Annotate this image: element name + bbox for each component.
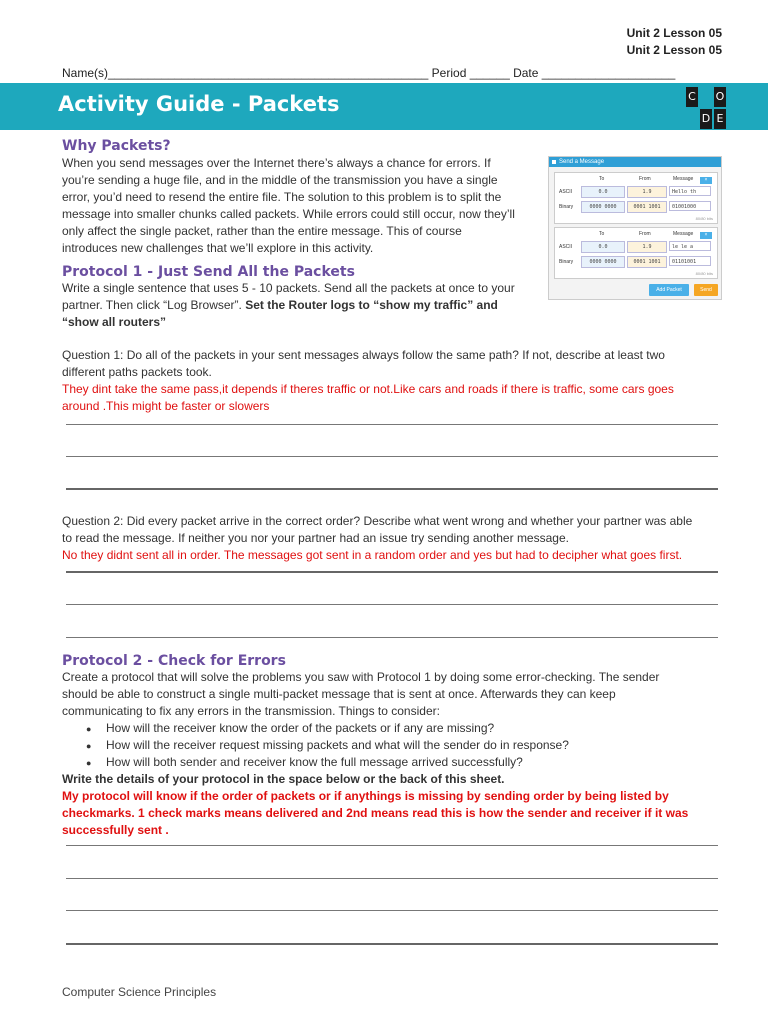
col-message: Message (673, 231, 694, 237)
message-binary-cell: 01001000 (669, 201, 711, 211)
answer-rule (66, 456, 718, 457)
row-binary: Binary (559, 259, 574, 265)
name-period-date-line: Name(s)________________________________________________ Period ______ Date ____________________ (62, 66, 676, 80)
to-binary-cell: 0000 0000 (581, 256, 625, 268)
bit-count: 80/80 bits (695, 216, 713, 221)
col-from: From (639, 176, 651, 182)
considerations-list (62, 720, 742, 771)
row-ascii: ASCII (559, 244, 573, 250)
close-icon: × (700, 177, 712, 184)
answer-rule (66, 637, 718, 638)
logo-gap (685, 108, 699, 130)
text-line: introduces new challenges that we’ll explore in this activity. (62, 241, 374, 255)
text-line: Create a protocol that will solve the problems you saw with Protocol 1 by doing some error-checking. The sender (62, 670, 660, 684)
text-plain: partner. Then click “Log Browser”. (62, 298, 246, 312)
question-2 (62, 513, 742, 564)
answer-line: My protocol will know if the order of packets or if anythings is missing by sending order by being listed by (62, 789, 669, 803)
lesson-label: Unit 2 Lesson 05 (626, 26, 722, 40)
from-binary-cell: 0001 1001 (627, 201, 667, 213)
answer-rule (66, 424, 718, 425)
text-line: you’re sending a huge file, and in the middle of the transmission you have a single (62, 173, 498, 187)
message-ascii-cell: le le a (669, 241, 711, 251)
answer-rule (66, 488, 718, 490)
text-line: communicating to fix any errors in the transmission. Things to consider: (62, 704, 440, 718)
text-line: error, you’d need to resend the entire file. The solution to this problem is to split the (62, 190, 502, 204)
bit-count: 80/80 bits (695, 271, 713, 276)
from-ascii-cell: 1.9 (627, 186, 667, 198)
col-to: To (599, 231, 605, 237)
logo-letter-e: E (713, 108, 727, 130)
to-ascii-cell: 0.0 (581, 186, 625, 198)
row-ascii: ASCII (559, 189, 573, 195)
close-icon: × (700, 232, 712, 239)
to-ascii-cell: 0.0 (581, 241, 625, 253)
logo-letter-d: D (699, 108, 713, 130)
answer-line: checkmarks. 1 check marks means delivered and 2nd means read this is how the sender and receiver if it was (62, 806, 689, 820)
answer-line: No they didnt sent all in order. The messages got sent in a random order and yes but had to decipher what goes first. (62, 548, 683, 562)
question-line: Question 1: Do all of the packets in your sent messages always follow the same path? If not, describe at least two (62, 348, 665, 362)
text-bold: Set the Router logs to “show my traffic” and (245, 298, 498, 312)
why-packets-text (62, 155, 542, 257)
widget-title: Send a Message (549, 157, 721, 167)
why-packets-heading: Why Packets? (62, 138, 171, 154)
protocol-2-heading: Protocol 2 - Check for Errors (62, 653, 286, 669)
col-to: To (599, 176, 605, 182)
answer-rule (66, 571, 718, 573)
question-line: different paths packets took. (62, 365, 212, 379)
answer-rule (66, 878, 718, 879)
page-title: Activity Guide - Packets (58, 92, 340, 116)
answer-rule (66, 845, 718, 846)
text-line: “show all routers” (62, 315, 167, 329)
list-item: ● How will both sender and receiver know the full message arrived successfully? (62, 754, 742, 771)
question-line: to read the message. If neither you nor your partner had an issue try sending another message. (62, 531, 569, 545)
text-line: message into smaller chunks called packets. While errors could still occur, now they’ll (62, 207, 515, 221)
text-line (62, 297, 542, 314)
col-message: Message (673, 176, 694, 182)
answer-line: successfully sent . (62, 823, 169, 837)
protocol-1-heading: Protocol 1 - Just Send All the Packets (62, 264, 355, 280)
packet-editor-2 (554, 227, 718, 279)
answer-rule (66, 943, 718, 945)
add-packet-button: Add Packet (649, 284, 689, 296)
protocol-1-text (62, 280, 542, 331)
logo-letter-o: O (713, 86, 727, 108)
answer-line: around .This might be faster or slowers (62, 399, 270, 413)
col-from: From (639, 231, 651, 237)
answer-rule (66, 910, 718, 911)
send-message-screenshot (548, 156, 722, 300)
list-item: ● How will the receiver know the order of the packets or if any are missing? (62, 720, 742, 737)
logo-letter-c: C (685, 86, 699, 108)
list-item: ● How will the receiver request missing packets and what will the sender do in response? (62, 737, 742, 754)
answer-rule (66, 604, 718, 605)
from-binary-cell: 0001 1001 (627, 256, 667, 268)
answer-line: They dint take the same pass,it depends if theres traffic or not.Like cars and roads if there is traffic, some cars goes (62, 382, 674, 396)
logo-gap (699, 86, 713, 108)
text-line: should be able to construct a single multi-packet message that is sent at once. Afterwards they can keep (62, 687, 616, 701)
text-line: When you send messages over the Internet there’s always a chance for errors. If (62, 156, 491, 170)
text-line: only affect the single packet, rather than the entire message. This of course (62, 224, 462, 238)
to-binary-cell: 0000 0000 (581, 201, 625, 213)
footer-text: Computer Science Principles (62, 985, 217, 999)
text-line: Write a single sentence that uses 5 - 10 packets. Send all the packets at once to your (62, 281, 515, 295)
lesson-label-repeat: Unit 2 Lesson 05 (626, 43, 722, 57)
question-1 (62, 347, 742, 415)
protocol-2-text (62, 669, 742, 839)
from-ascii-cell: 1.9 (627, 241, 667, 253)
packet-editor-1 (554, 172, 718, 224)
message-ascii-cell: Hello th (669, 186, 711, 196)
code-logo (685, 86, 727, 126)
question-line: Question 2: Did every packet arrive in the correct order? Describe what went wrong and whether your partner was able (62, 514, 693, 528)
send-button: Send (694, 284, 718, 296)
instruction-line: Write the details of your protocol in the space below or the back of this sheet. (62, 772, 505, 786)
row-binary: Binary (559, 204, 574, 210)
message-binary-cell: 01101001 (669, 256, 711, 266)
